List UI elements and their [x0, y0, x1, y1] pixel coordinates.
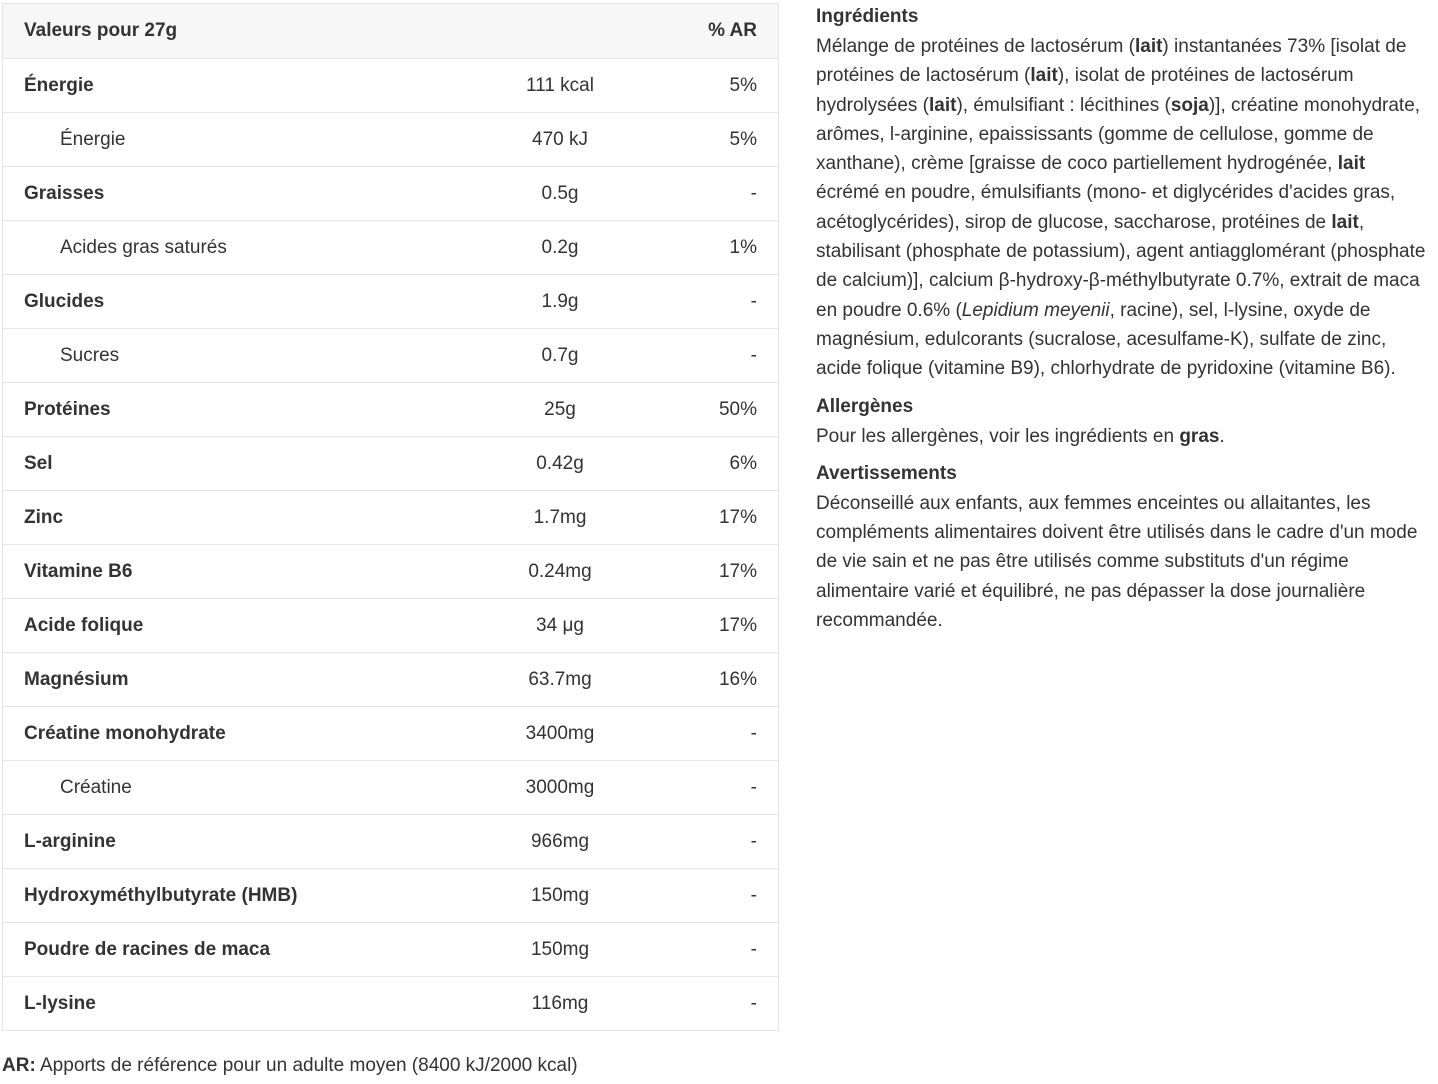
- nutrient-name: Vitamine B6: [3, 545, 443, 599]
- nutrition-header-row: [3, 4, 779, 59]
- ingredients-section: [816, 5, 1428, 384]
- nutrient-value: 470 kJ: [443, 113, 678, 167]
- nutrient-ar-percent: -: [678, 869, 779, 923]
- nutrient-name: L-lysine: [3, 977, 443, 1031]
- allergen-highlight: lait: [929, 94, 957, 116]
- allergens-text: [816, 422, 1428, 451]
- ingredients-fragment: Mélange de protéines de lactosérum (: [816, 36, 1135, 57]
- ingredients-fragment: ) instantanées 73% [isolat de protéines de lactosérum (: [816, 36, 1407, 87]
- nutrient-value: 0.42g: [443, 437, 678, 491]
- nutrient-value: 966mg: [443, 815, 678, 869]
- warnings-text: Déconseillé aux enfants, aux femmes enceintes ou allaitantes, les compléments alimentaires doivent être utilisés dans le cadre d'un mode de vie sain et ne pas être utilisés comme substituts d'un régime alimentaire varié et équilibré, ne pas dépasser la dose journalière recommandée.: [816, 492, 1418, 632]
- nutrient-ar-percent: 17%: [678, 599, 779, 653]
- nutrition-row: [3, 275, 779, 329]
- nutrient-value: 0.7g: [443, 329, 678, 383]
- allergen-highlight: lait: [1134, 36, 1163, 57]
- nutrition-row: [3, 761, 779, 815]
- nutrient-name: Créatine: [3, 761, 443, 815]
- nutrient-ar-percent: -: [678, 977, 779, 1031]
- ingredients-title: Ingrédients: [816, 6, 919, 27]
- header-ar-label: % AR: [678, 4, 779, 59]
- nutrient-ar-percent: -: [678, 275, 779, 329]
- nutrient-ar-percent: 17%: [678, 545, 779, 599]
- ingredients-text: [816, 32, 1428, 384]
- nutrition-table: [2, 3, 779, 1031]
- nutrition-row: [3, 437, 779, 491]
- nutrient-value: 116mg: [443, 977, 678, 1031]
- nutrient-value: 0.2g: [443, 221, 678, 275]
- nutrient-ar-percent: -: [678, 329, 779, 383]
- nutrition-row: [3, 653, 779, 707]
- nutrition-row: [3, 977, 779, 1031]
- nutrient-ar-percent: 50%: [678, 383, 779, 437]
- nutrition-row: [3, 491, 779, 545]
- nutrient-name: Acides gras saturés: [3, 221, 443, 275]
- ingredients-fragment: , racine), sel, l-lysine, oxyde de magnésium, edulcorants (sucralose, acesulfame-K), sulfate de zinc, acide folique (vitamine B9), chlorhydrate de pyridoxine (vitamine B6).: [816, 299, 1396, 380]
- nutrient-name: Créatine monohydrate: [3, 707, 443, 761]
- nutrition-row: [3, 113, 779, 167]
- nutrient-value: 1.7mg: [443, 491, 678, 545]
- nutrient-ar-percent: 6%: [678, 437, 779, 491]
- nutrient-name: Protéines: [3, 383, 443, 437]
- nutrient-ar-percent: -: [678, 815, 779, 869]
- nutrient-value: 111 kcal: [443, 59, 678, 113]
- ingredients-fragment: ), émulsifiant : lécithines (: [956, 94, 1171, 116]
- nutrient-name: Magnésium: [3, 653, 443, 707]
- nutrition-body: [3, 59, 779, 1031]
- nutrient-ar-percent: -: [678, 923, 779, 977]
- nutrition-row: [3, 221, 779, 275]
- ar-footnote: [2, 1055, 578, 1077]
- product-info-panel: [816, 5, 1428, 646]
- ingredients-fragment: , stabilisant (phosphate de potassium), agent antiagglomérant (phosphate de calcium)], calcium β-hydroxy-β-méthylbutyrate 0.7%, extrait de maca en poudre 0.6% (: [816, 211, 1426, 321]
- allergen-highlight: lait: [1331, 211, 1359, 233]
- nutrient-value: 150mg: [443, 869, 678, 923]
- nutrient-value: 0.24mg: [443, 545, 678, 599]
- nutrition-row: [3, 707, 779, 761]
- header-serving-label: Valeurs pour 27g: [3, 4, 443, 59]
- nutrient-value: 1.9g: [443, 275, 678, 329]
- header-value-spacer: [443, 4, 678, 59]
- allergen-highlight: lait: [1337, 153, 1366, 175]
- nutrient-name: Sucres: [3, 329, 443, 383]
- nutrient-name: L-arginine: [3, 815, 443, 869]
- latin-name: Lepidium meyenii: [961, 299, 1110, 321]
- nutrient-ar-percent: -: [678, 707, 779, 761]
- ingredients-fragment: )], créatine monohydrate, arômes, l-arginine, epaississants (gomme de cellulose, gomme de xanthane), crème [graisse de coco partiellement hydrogénée,: [816, 94, 1421, 175]
- nutrition-row: [3, 167, 779, 221]
- allergens-section: [816, 395, 1428, 451]
- nutrient-ar-percent: 17%: [678, 491, 779, 545]
- ingredients-fragment: écrémé en poudre, émulsifiants (mono- et diglycérides d'acides gras, acétoglycérides), sirop de glucose, saccharose, protéines de: [816, 182, 1396, 233]
- nutrient-ar-percent: 1%: [678, 221, 779, 275]
- nutrient-name: Énergie: [3, 113, 443, 167]
- ingredients-fragment: ), isolat de protéines de lactosérum hydrolysées (: [816, 65, 1354, 116]
- ar-footnote-text: Apports de référence pour un adulte moyen (8400 kJ/2000 kcal): [35, 1055, 578, 1076]
- nutrient-ar-percent: -: [678, 167, 779, 221]
- allergens-text-main: Pour les allergènes, voir les ingrédients en: [816, 425, 1180, 447]
- nutrition-row: [3, 869, 779, 923]
- allergen-highlight: soja: [1170, 94, 1209, 116]
- nutrient-value: 34 μg: [443, 599, 678, 653]
- nutrient-name: Poudre de racines de maca: [3, 923, 443, 977]
- nutrition-row: [3, 815, 779, 869]
- warnings-title: Avertissements: [816, 462, 957, 484]
- nutrient-name: Sel: [3, 437, 443, 491]
- allergen-highlight: lait: [1030, 65, 1058, 87]
- nutrition-row: [3, 329, 779, 383]
- nutrition-row: [3, 923, 779, 977]
- nutrient-ar-percent: 5%: [678, 113, 779, 167]
- warnings-section: [816, 462, 1428, 635]
- nutrient-value: 25g: [443, 383, 678, 437]
- allergens-title: Allergènes: [816, 395, 914, 417]
- nutrient-ar-percent: 5%: [678, 59, 779, 113]
- nutrient-name: Énergie: [3, 59, 443, 113]
- nutrient-name: Glucides: [3, 275, 443, 329]
- nutrition-row: [3, 599, 779, 653]
- nutrient-name: Graisses: [3, 167, 443, 221]
- nutrient-value: 150mg: [443, 923, 678, 977]
- nutrition-row: [3, 383, 779, 437]
- nutrient-value: 0.5g: [443, 167, 678, 221]
- nutrient-name: Zinc: [3, 491, 443, 545]
- nutrient-ar-percent: -: [678, 761, 779, 815]
- nutrient-value: 3000mg: [443, 761, 678, 815]
- allergens-text-tail: .: [1219, 425, 1225, 447]
- nutrient-value: 3400mg: [443, 707, 678, 761]
- nutrition-row: [3, 545, 779, 599]
- nutrition-row: [3, 59, 779, 113]
- nutrient-ar-percent: 16%: [678, 653, 779, 707]
- nutrient-name: Hydroxyméthylbutyrate (HMB): [3, 869, 443, 923]
- nutrient-value: 63.7mg: [443, 653, 678, 707]
- nutrient-name: Acide folique: [3, 599, 443, 653]
- ar-footnote-label: AR:: [2, 1055, 36, 1076]
- allergens-bold-word: gras: [1179, 425, 1220, 447]
